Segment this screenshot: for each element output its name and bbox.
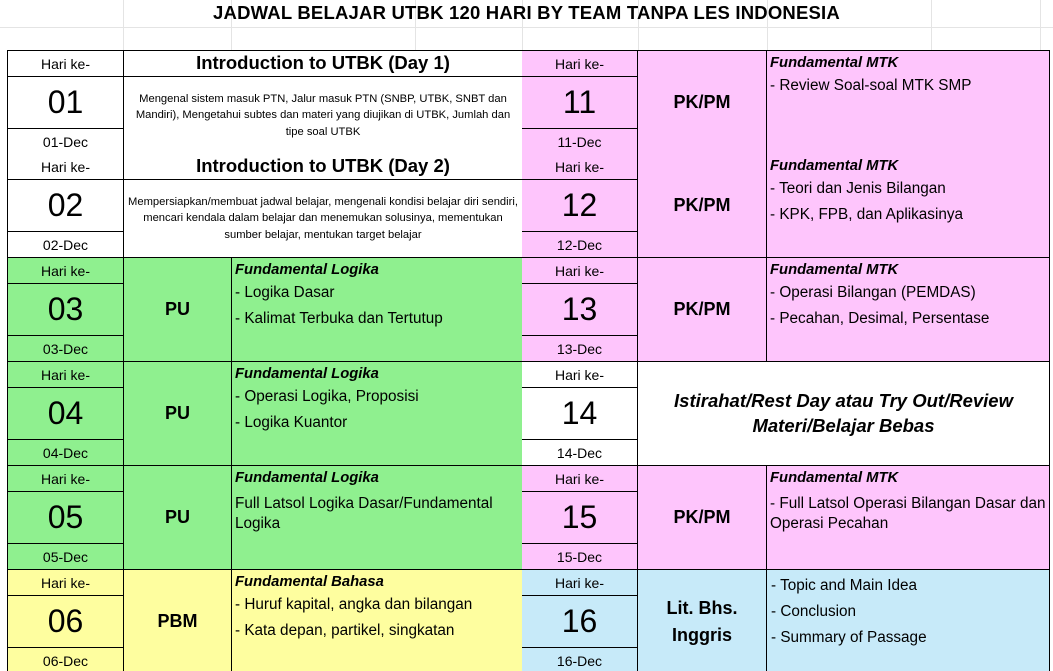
topic-description <box>232 362 523 466</box>
subject-label: PU <box>124 466 232 570</box>
day-number: 04 <box>8 388 124 440</box>
day-block <box>522 50 1050 154</box>
day-date: 05-Dec <box>8 544 124 570</box>
day-number: 05 <box>8 492 124 544</box>
hari-label: Hari ke- <box>8 154 124 180</box>
topic-item: - Pecahan, Desimal, Persentase <box>770 310 990 327</box>
subject-label: PU <box>124 258 232 362</box>
day-number: 16 <box>522 596 638 648</box>
day-number: 11 <box>522 77 638 129</box>
hari-label: Hari ke- <box>8 570 124 596</box>
day-date: 11-Dec <box>522 129 638 155</box>
topic-item: - Topic and Main Idea <box>771 577 917 594</box>
hari-label: Hari ke- <box>522 154 638 180</box>
topic-description <box>767 570 1050 671</box>
topic-description <box>767 258 1050 362</box>
day-number: 02 <box>8 180 124 232</box>
topic-heading: Fundamental MTK <box>770 262 899 278</box>
day-date: 15-Dec <box>522 544 638 570</box>
topic-item: - Kalimat Terbuka dan Tertutup <box>235 310 443 327</box>
day-block <box>7 258 522 362</box>
topic-heading: Fundamental Logika <box>235 366 379 382</box>
hari-label: Hari ke- <box>8 466 124 492</box>
day-block <box>522 570 1050 671</box>
day-date: 02-Dec <box>8 232 124 258</box>
day-block <box>522 258 1050 362</box>
intro-topic: Introduction to UTBK (Day 2) <box>124 154 523 180</box>
topic-item: - Teori dan Jenis Bilangan <box>770 180 946 197</box>
hari-label: Hari ke- <box>522 51 638 77</box>
subject-label: PK/PM <box>638 466 767 570</box>
day-block <box>522 154 1050 258</box>
topic-description <box>232 258 523 362</box>
intro-topic: Introduction to UTBK (Day 1) <box>124 51 523 77</box>
day-number: 03 <box>8 284 124 336</box>
topic-heading: Fundamental MTK <box>770 470 899 486</box>
topic-item: Full Latsol Logika Dasar/Fundamental Logika <box>235 495 493 532</box>
topic-item: - Huruf kapital, angka dan bilangan <box>235 596 473 613</box>
topic-item: - Logika Dasar <box>235 284 335 301</box>
topic-item: - Operasi Logika, Proposisi <box>235 388 419 405</box>
topic-item: - Conclusion <box>771 603 857 620</box>
topic-heading: Fundamental MTK <box>770 55 899 71</box>
day-date: 06-Dec <box>8 648 124 671</box>
topic-item: - Operasi Bilangan (PEMDAS) <box>770 284 976 301</box>
topic-heading: Fundamental Logika <box>235 470 379 486</box>
subject-label: PK/PM <box>638 258 767 362</box>
day-block <box>7 154 522 258</box>
hari-label: Hari ke- <box>522 258 638 284</box>
day-date: 16-Dec <box>522 648 638 671</box>
day-date: 12-Dec <box>522 232 638 258</box>
topic-description <box>767 154 1050 258</box>
rest-day-note: Istirahat/Rest Day atau Try Out/Review Materi/Belajar Bebas <box>638 362 1050 466</box>
subject-label: PBM <box>124 570 232 671</box>
topic-heading: Fundamental Bahasa <box>235 574 384 590</box>
hari-label: Hari ke- <box>522 570 638 596</box>
topic-description <box>232 466 523 570</box>
day-number: 14 <box>522 388 638 440</box>
topic-item: - KPK, FPB, dan Aplikasinya <box>770 206 964 223</box>
day-number: 06 <box>8 596 124 648</box>
day-date: 13-Dec <box>522 336 638 362</box>
day-date: 03-Dec <box>8 336 124 362</box>
day-block <box>522 362 1050 466</box>
topic-item: - Logika Kuantor <box>235 414 348 431</box>
subject-label: Lit. Bhs. Inggris <box>638 570 767 671</box>
hari-label: Hari ke- <box>522 362 638 388</box>
hari-label: Hari ke- <box>8 51 124 77</box>
topic-item: - Summary of Passage <box>771 629 927 646</box>
topic-description <box>767 51 1050 155</box>
topic-item: - Review Soal-soal MTK SMP <box>770 77 972 94</box>
intro-description: Mempersiapkan/membuat jadwal belajar, mengenali kondisi belajar diri sendiri, mencari kendala dalam belajar dan menemukan solusinya, mementukan sumber belajar, mentukan target belajar <box>124 180 523 258</box>
day-number: 01 <box>8 77 124 129</box>
hari-label: Hari ke- <box>522 466 638 492</box>
page-title: JADWAL BELAJAR UTBK 120 HARI BY TEAM TANPA LES INDONESIA <box>213 2 840 23</box>
subject-label: PU <box>124 362 232 466</box>
subject-label: PK/PM <box>638 154 767 258</box>
hari-label: Hari ke- <box>8 362 124 388</box>
subject-label: PK/PM <box>638 51 767 155</box>
day-block <box>7 466 522 570</box>
day-number: 15 <box>522 492 638 544</box>
day-number: 12 <box>522 180 638 232</box>
topic-description <box>767 466 1050 570</box>
topic-item: - Full Latsol Operasi Bilangan Dasar dan Operasi Pecahan <box>770 495 1046 532</box>
day-block <box>7 570 522 671</box>
day-date: 14-Dec <box>522 440 638 466</box>
day-date: 01-Dec <box>8 129 124 155</box>
topic-item: - Kata depan, partikel, singkatan <box>235 622 455 639</box>
topic-heading: Fundamental Logika <box>235 262 379 278</box>
intro-description: Mengenal sistem masuk PTN, Jalur masuk PTN (SNBP, UTBK, SNBT dan Mandiri), Mengetahui subtes dan materi yang diujikan di UTBK, Jumlah dan tipe soal UTBK <box>124 77 523 155</box>
day-block <box>7 362 522 466</box>
day-date: 04-Dec <box>8 440 124 466</box>
topic-heading: Fundamental MTK <box>770 158 899 174</box>
day-number: 13 <box>522 284 638 336</box>
day-block <box>7 50 522 154</box>
day-block <box>522 466 1050 570</box>
hari-label: Hari ke- <box>8 258 124 284</box>
topic-description <box>232 570 523 671</box>
